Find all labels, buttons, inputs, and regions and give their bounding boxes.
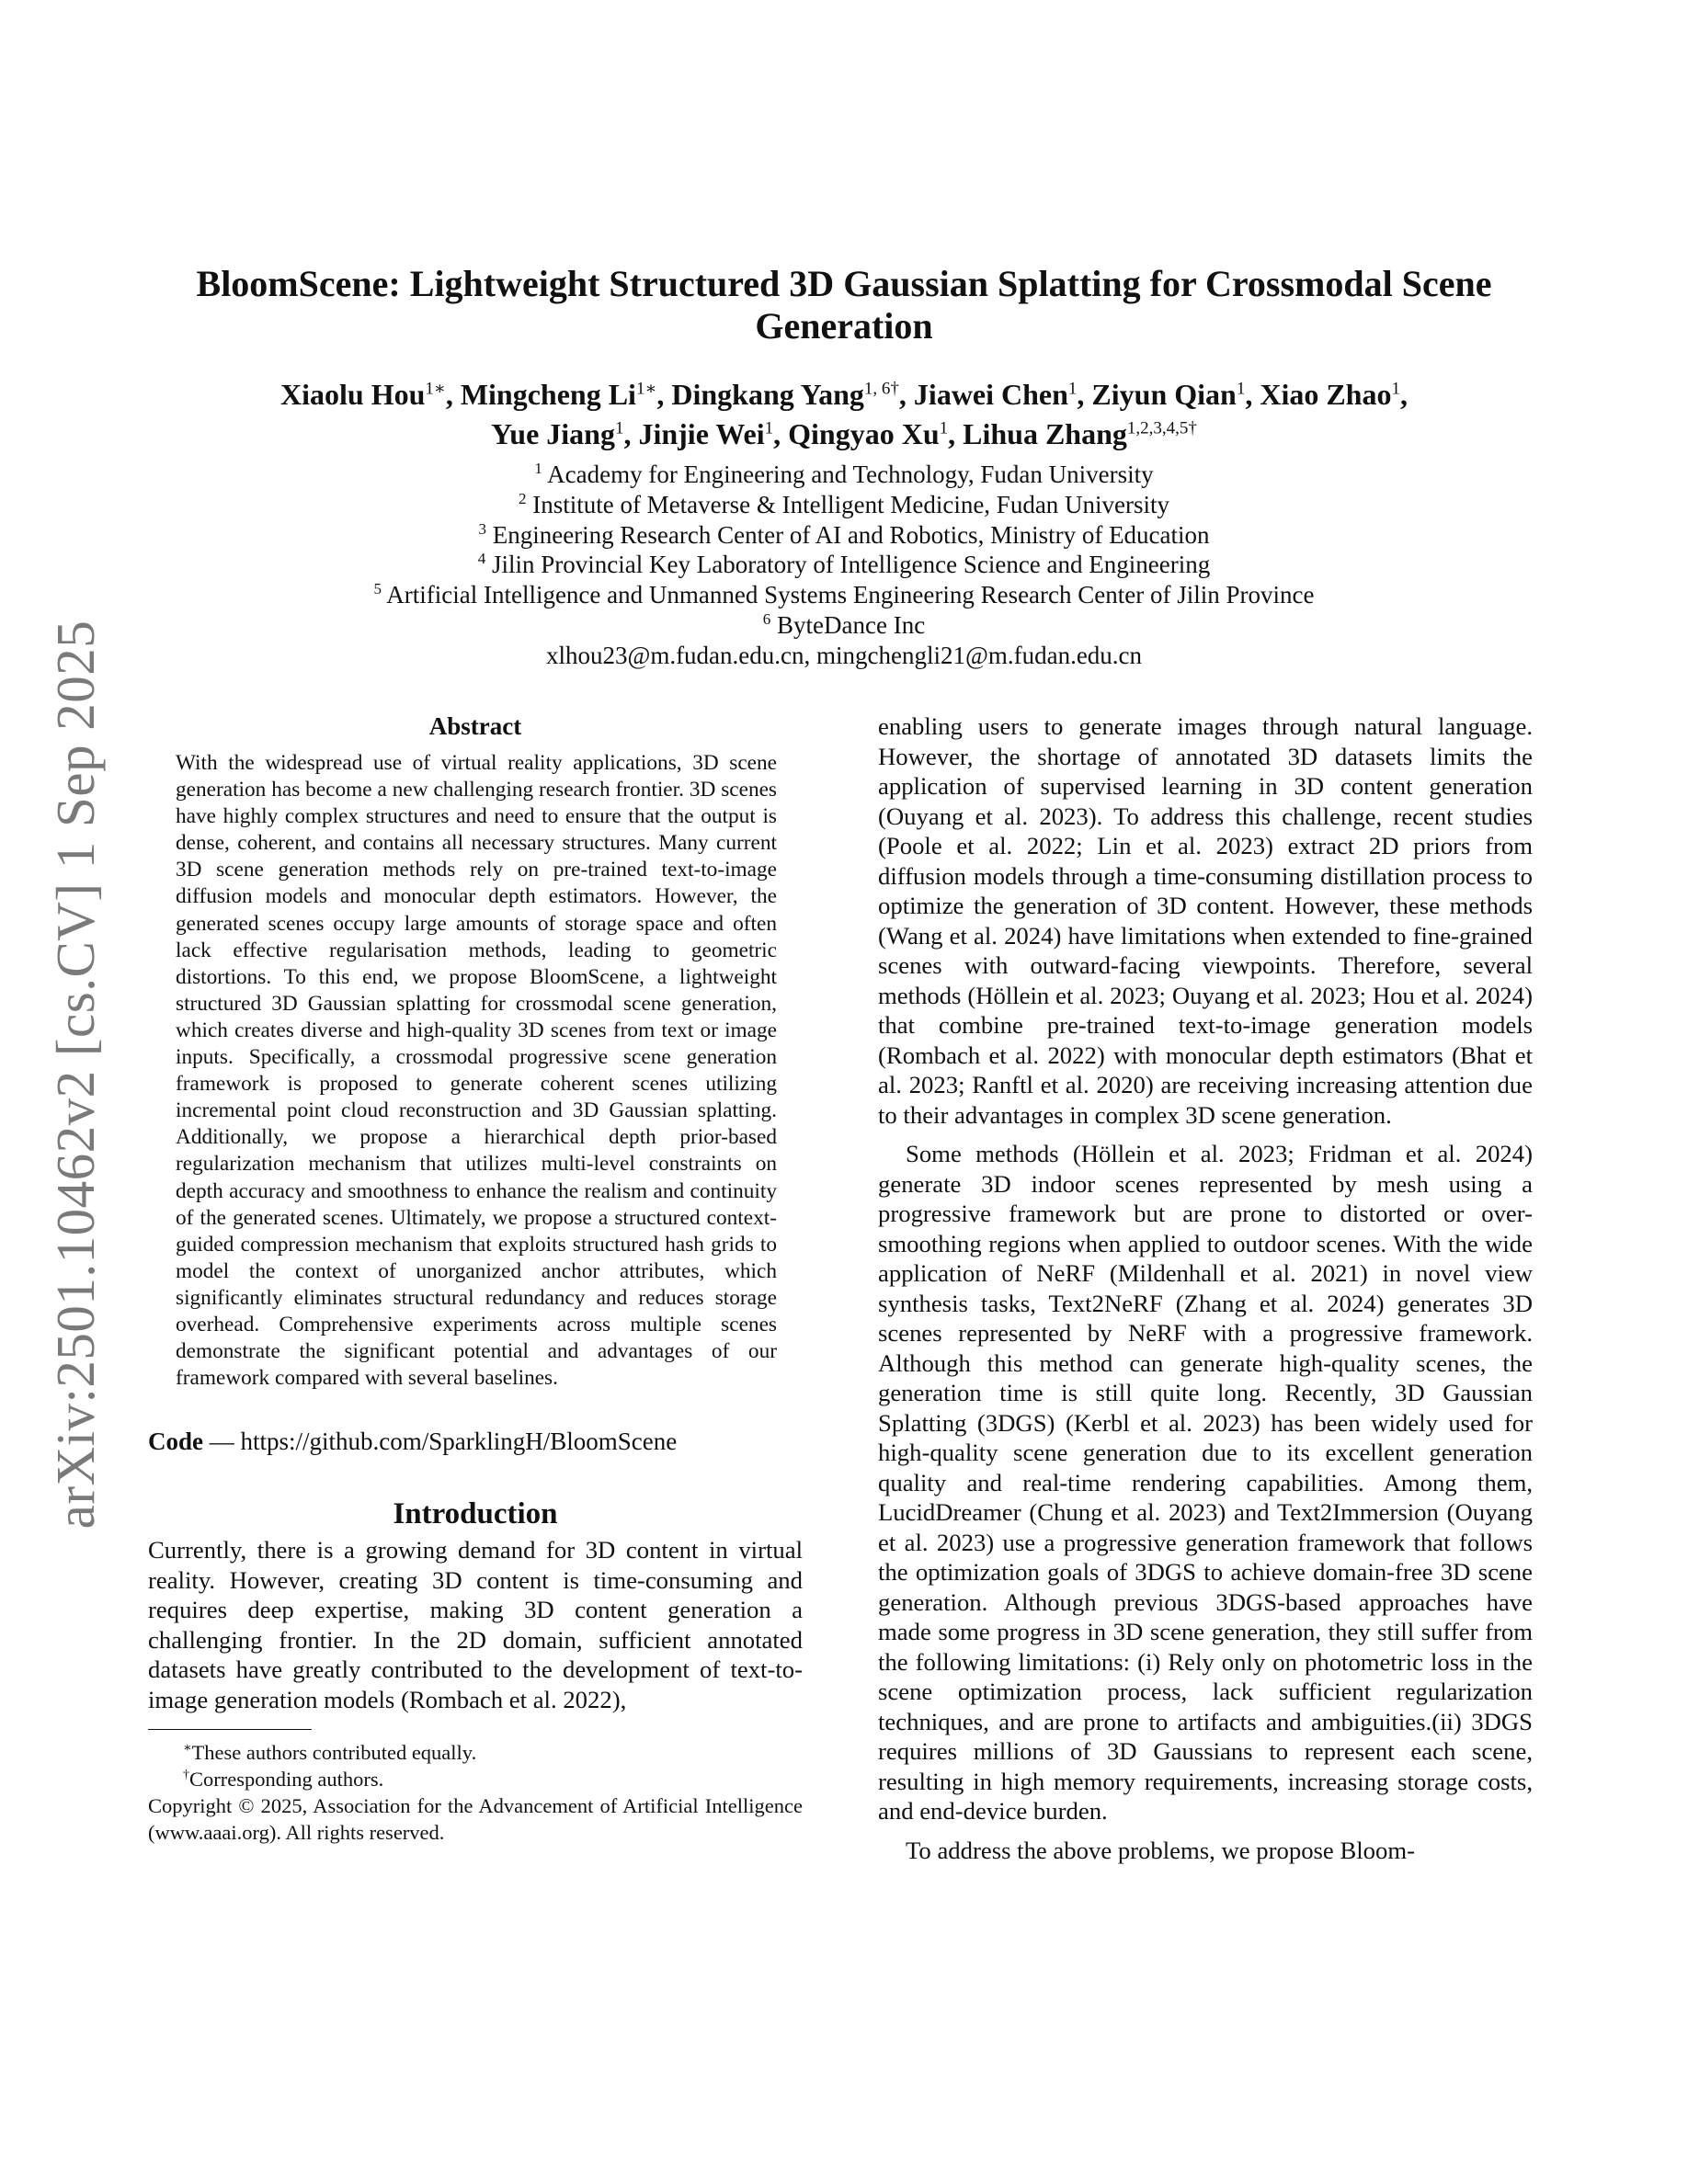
- copyright-notice: Copyright © 2025, Association for the Advancement of Artificial Intelligence (www.aaai.org). All rights reserved.: [148, 1794, 803, 1845]
- abstract-text: With the widespread use of virtual reality applications, 3D scene generation has become a new challenging research frontier. 3D scenes have highly complex structures and need to ensure that the output is dense, coherent, and contains all necessary structures. Many current 3D scene generation methods rely on pre-trained text-to-image diffusion models and monocular depth estimators. However, the generated scenes occupy large amounts of storage space and often lack effective regularisation methods, leading to geometric distortions. To this end, we propose BloomScene, a lightweight structured 3D Gaussian splatting for crossmodal scene generation, which creates diverse and high-quality 3D scenes from text or image inputs. Specifically, a crossmodal progressive scene generation framework is proposed to generate coherent scenes utilizing incremental point cloud reconstruction and 3D Gaussian splatting. Additionally, we propose a hierarchical depth prior-based regularization mechanism that utilizes multi-level constraints on depth accuracy and smoothness to enhance the realism and continuity of the generated scenes. Ultimately, we propose a structured context-guided compression mechanism that exploits structured hash grids to model the context of unorganized anchor attributes, which significantly eliminates structural redundancy and reduces storage overhead. Comprehensive experiments across multiple scenes demonstrate the significant potential and advantages of our framework compared with several baselines.: [176, 751, 777, 1391]
- author: Mingcheng $Li^{1∗}$,: [460, 378, 672, 411]
- introduction-heading: Introduction: [393, 1497, 558, 1531]
- footnote: †Corresponding authors.: [183, 1768, 384, 1792]
- affiliation: $^5$ Artificial Intelligence and Unmanned Systems Engineering Research Center of Jilin Province: [373, 580, 1315, 609]
- code-label: Code: [148, 1428, 203, 1456]
- author: Jiawei Chen$^1$,: [913, 378, 1092, 411]
- affiliation: $^1$ Academy for Engineering and Technology, Fudan University: [534, 460, 1154, 488]
- affiliation: $^6$ ByteDance Inc: [762, 609, 926, 639]
- body-paragraph: To address the above problems, we propose Bloom-: [906, 1836, 1415, 1864]
- author: Xiao Zhao$^1$,: [1260, 378, 1408, 411]
- author: Dingkang Yang$^{1, 6\dagger}$,: [671, 378, 914, 411]
- author-list: [138, 375, 1550, 454]
- affiliation: $^3$ Engineering Research Center of AI and Robotics, Ministry of Education: [478, 519, 1210, 549]
- footnote-divider: [148, 1729, 312, 1730]
- affiliation: $^4$ Jilin Provincial Key Laboratory of Intelligence Science and Engineering: [477, 550, 1211, 579]
- arxiv-identifier: arXiv:2501.10462v2 [cs.CV] 1 Sep 2025: [45, 620, 106, 1530]
- left-column: [148, 711, 803, 1846]
- author-emails: xlhou23@m.fudan.edu.cn, mingchengli21@m.fudan.edu.cn: [545, 641, 1143, 669]
- intro-paragraph: Currently, there is a growing demand for 3D content in virtual reality. However, creating 3D content is time-consuming and requires deep expertise, making 3D content generation a challenging frontier. In the 2D domain, sufficient annotated datasets have greatly contributed to the development of text-to-image generation models (Rombach et al. 2022),: [148, 1536, 803, 1713]
- code-url-link[interactable]: https://github.com/SparklingH/BloomScene: [240, 1428, 678, 1456]
- author: Yue Jiang$^1$,: [491, 417, 639, 450]
- affiliation: $^2$ Institute of Metaverse & Intelligent Medicine, Fudan University: [518, 489, 1170, 518]
- author: Qingyao Xu$^1$,: [788, 417, 964, 450]
- author: Jinjie Wei$^1$,: [638, 417, 789, 450]
- author: Ziyun Qian$^1$,: [1091, 378, 1260, 411]
- body-paragraph: enabling users to generate images through natural language. However, the shortage of annotated 3D datasets limits the application of supervised learning in 3D content generation (Ouyang et al. 2023). To address this challenge, recent studies (Poole et al. 2022; Lin et al. 2023) extract 2D priors from diffusion models through a time-consuming distillation process to optimize the generation of 3D content. However, these methods (Wang et al. 2024) have limitations when extended to fine-grained scenes with outward-facing viewpoints. Therefore, several methods (Höllein et al. 2023; Ouyang et al. 2023; Hou et al. 2024) that combine pre-trained text-to-image generation models (Rombach et al. 2022) with monocular depth estimators (Bhat et al. 2023; Ranftl et al. 2020) are receiving increasing attention due to their advantages in complex 3D scene generation.: [878, 712, 1533, 1129]
- author-line-1: [138, 375, 1550, 415]
- author: Xiaolu Hou$^{1∗}$,: [280, 378, 461, 411]
- affiliations: [138, 460, 1550, 671]
- right-column: [878, 711, 1533, 1865]
- author-line-2: [138, 415, 1550, 454]
- footnote: ∗These authors contributed equally.: [183, 1741, 477, 1765]
- body-paragraph: Some methods (Höllein et al. 2023; Fridman et al. 2024) generate 3D indoor scenes represented by mesh using a progressive framework but are prone to distorted or over-smoothing regions when applied to outdoor scenes. With the wide application of NeRF (Mildenhall et al. 2021) in novel view synthesis tasks, Text2NeRF (Zhang et al. 2024) generates 3D scenes represented by NeRF with a progressive framework. Although this method can generate high-quality scenes, the generation time is still quite long. Recently, 3D Gaussian Splatting (3DGS) (Kerbl et al. 2023) has been widely used for high-quality scene generation due to its excellent generation quality and real-time rendering capabilities. Among them, LucidDreamer (Chung et al. 2023) and Text2Immersion (Ouyang et al. 2023) use a progressive generation framework that follows the optimization goals of 3DGS to achieve domain-free 3D scene generation. Although previous 3DGS-based approaches have made some progress in 3D scene generation, they still suffer from the following limitations: (i) Rely only on photometric loss in the scene optimization process, lack sufficient regularization techniques, and are prone to artifacts and ambiguities.(ii) 3DGS requires millions of 3D Gaussians to represent each scene, resulting in high memory requirements, increasing storage costs, and end-device burden.: [878, 1140, 1533, 1825]
- abstract-heading: Abstract: [428, 712, 522, 740]
- paper-title: BloomScene: Lightweight Structured 3D Gaussian Splatting for Crossmodal Scene Generation: [196, 263, 1492, 347]
- code-link-line: Code — https://github.com/SparklingH/BloomScene: [148, 1428, 678, 1456]
- author: Lihua Zhang$^{1,2,3,4,5\dagger}$: [963, 417, 1197, 450]
- footnotes: [148, 1739, 803, 1846]
